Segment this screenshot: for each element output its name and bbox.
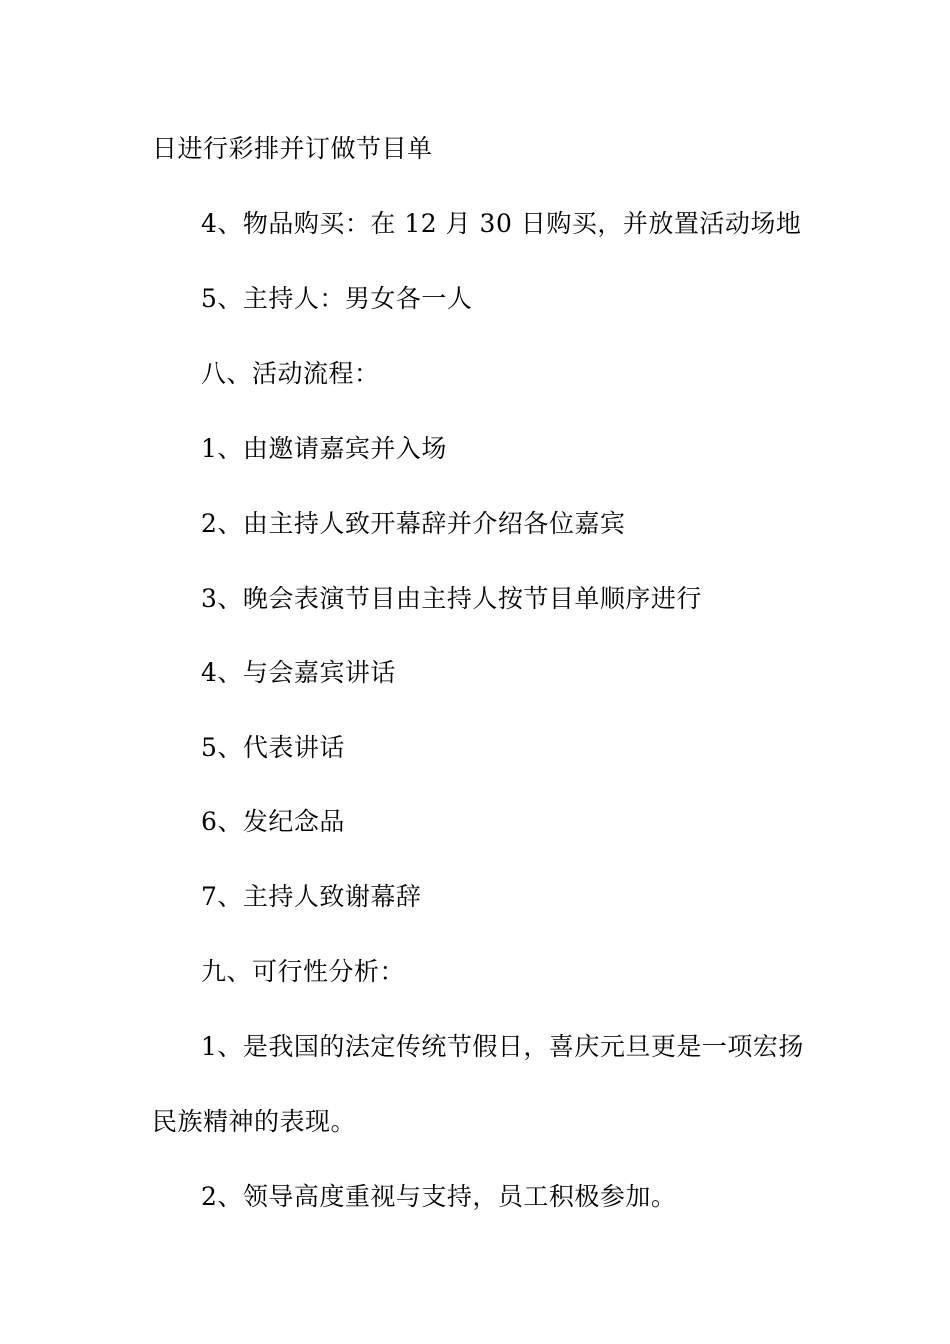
text-line: 日进行彩排并订做节目单 — [152, 134, 433, 163]
text-line: 2、领导高度重视与支持，员工积极参加。 — [201, 1182, 677, 1211]
text-line: 4、物品购买：在 12 月 30 日购买，并放置活动场地 — [201, 209, 802, 238]
text-line: 3、晚会表演节目由主持人按节目单顺序进行 — [201, 584, 702, 613]
text-line: 6、发纪念品 — [201, 807, 345, 836]
text-line: 4、与会嘉宾讲话 — [201, 658, 396, 687]
text-line: 1、是我国的法定传统节假日，喜庆元旦更是一项宏扬 — [201, 1032, 804, 1061]
section-heading: 九、可行性分析： — [201, 957, 406, 986]
text-line: 2、由主持人致开幕辞并介绍各位嘉宾 — [201, 509, 626, 538]
text-line: 5、主持人：男女各一人 — [201, 284, 473, 313]
section-heading: 八、活动流程： — [201, 359, 380, 388]
text-line: 1、由邀请嘉宾并入场 — [201, 434, 447, 463]
text-line: 民族精神的表现。 — [152, 1107, 357, 1136]
text-line: 5、代表讲话 — [201, 733, 345, 762]
text-line: 7、主持人致谢幕辞 — [201, 882, 422, 911]
